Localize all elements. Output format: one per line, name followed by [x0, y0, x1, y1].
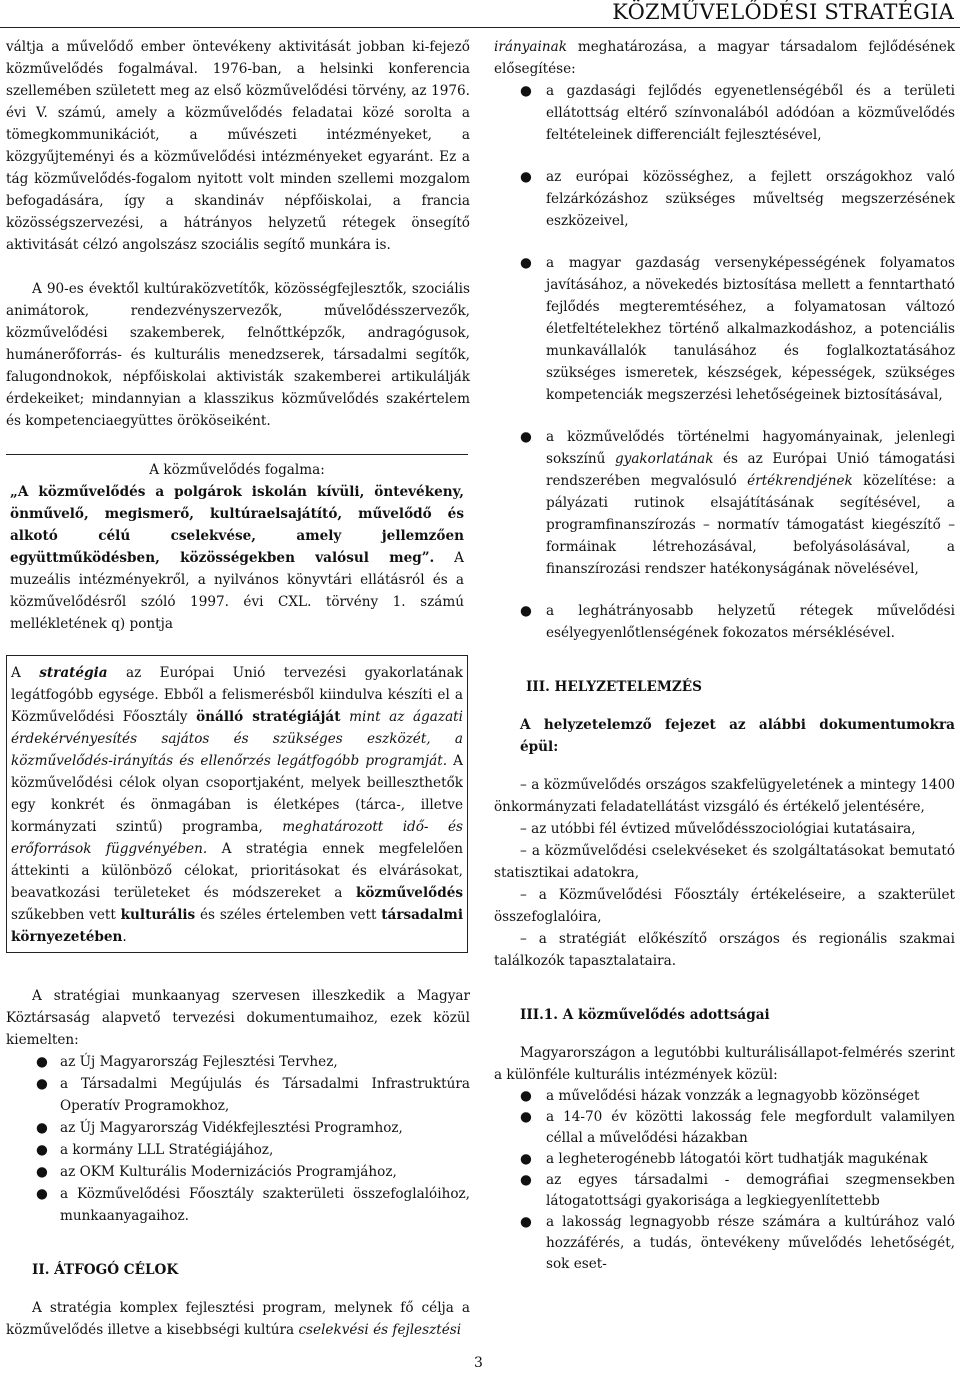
list-item: – az utóbbi fél évtized művelődésszociológiai kutatásaira, — [520, 821, 916, 837]
list-item — [494, 426, 955, 580]
bullet-icon: ● — [520, 255, 532, 271]
bullet-icon: ● — [520, 1109, 532, 1125]
text: stratégia — [39, 665, 108, 681]
page-number: 3 — [474, 1355, 483, 1371]
section-heading-3: III. HELYZETELEMZÉS — [526, 679, 702, 695]
text: közelítése: a pályázati rutinok elsajátításának segítésével, a programfinanszírozás – normatív támogatást kiegészítő – formáinak létrehozásával, befolyásolásával, a finanszírozási rendszer hatékonyságának növelésével, — [546, 473, 955, 577]
list-item — [6, 1051, 470, 1073]
list-item: – a közművelődési cselekvéseket és szolgáltatásokat bemutató statisztikai adatokra, — [494, 843, 955, 881]
list-item: – a közművelődés országos szakfelügyeletének a mintegy 1400 önkormányzati feladatellátást vizsgáló és értékelő jelentésére, — [494, 777, 955, 815]
bullet-icon: ● — [36, 1054, 48, 1070]
text: az egyes társadalmi - demográfiai szegmensekben látogatottsági gyakorisága a legkiegyenlítettebb — [546, 1172, 955, 1209]
list-item — [494, 1149, 955, 1170]
text: a legheterogénebb látogatói kört tudhatják magukénak — [546, 1151, 928, 1167]
definition-box — [6, 454, 468, 639]
text: Ez a tág közművelődés-fogalom nyitott volt minden szellemi mozgalom befogadására, így a skandináv népfőiskolai, a francia közösségszervezési, a hátrányos helyzetű rétegek önsegítő aktivitását célzó angolszász szociális segítő munkára is. — [6, 149, 470, 253]
text: közművelődés — [355, 885, 463, 901]
bullet-icon: ● — [36, 1120, 48, 1136]
text: társadalmi környezetében — [11, 907, 463, 945]
text: a leghátrányosabb helyzetű rétegek művelődési esélyegyenlőtlenségének fokozatos mérséklésével. — [546, 603, 955, 641]
text: . — [122, 929, 127, 945]
section-heading-3-1: III.1. A közművelődés adottságai — [520, 1007, 770, 1023]
text: szűkebben vett — [11, 907, 121, 923]
list-item — [6, 1161, 470, 1183]
page-header: KÖZMŰVELŐDÉSI STRATÉGIA — [612, 0, 954, 24]
bullet-icon: ● — [36, 1142, 48, 1158]
strategy-box — [6, 655, 468, 953]
right-column — [494, 36, 955, 1275]
left-paragraph-2: A 90-es évektől kultúraközvetítők, közösségfejlesztők, szociális animátorok, rendezvényszervezők, művelődésszervezők, közművelődési szakemberek, felnőttképzők, andragógusok, humánerőforrás- és kulturális menedzserek, társadalmi segítők, falugondnokok, népfőiskolai aktivisták szakemberei artikulálják érdekeiket; mindannyian a klasszikus közművelődés szakértelem és kompetenciaegyüttes örököseiként. — [6, 281, 470, 429]
left-paragraph-3: A stratégiai munkaanyag szervesen illeszkedik a Magyar Köztársaság alapvető tervezési dokumentumaihoz, ezek közül kiemelten: — [6, 988, 470, 1048]
text: a Társadalmi Megújulás és Társadalmi Infrastruktúra Operatív Programokhoz, — [60, 1076, 470, 1114]
text: és széles értelemben vett — [195, 907, 382, 923]
text: A közművelődési célok olyan csoportjaként, melyek beilleszthetők egy konkrét és önmagában is életképes (tárca-, illetve kormányzati szintű) programba, — [11, 753, 463, 835]
text: mint az ágazati érdekérvényesítés sajátos és szükséges eszközét, a közművelődés-irányítás és ellenőrzés legátfogóbb programját. — [11, 709, 463, 769]
list-item — [494, 80, 955, 146]
text: a 14-70 év közötti lakosság fele megfordult valamilyen céllal a művelődési házakban — [546, 1109, 955, 1146]
left-paragraph-1 — [6, 36, 470, 256]
text: önálló stratégiáját — [196, 709, 341, 725]
text: kulturális — [120, 907, 196, 923]
text: az Új Magyarország Vidékfejlesztési Programhoz, — [60, 1120, 403, 1136]
left-column — [6, 36, 470, 1341]
text: cselekvési és fejlesztési — [298, 1322, 462, 1338]
text: az Európai Unió tervezési gyakorlatának legátfogóbb egysége. Ebből a felismerésből kiindulva készíti el a Közművelődési Főosztály — [11, 665, 463, 725]
source-list — [494, 774, 955, 972]
text: az európai közösséghez, a fejlett országokhoz való felzárkózáshoz szükséges műveltség megszerzésének eszközeivel, — [546, 169, 955, 229]
text: értékrendjének — [747, 473, 853, 489]
text: a magyar gazdaság versenyképességének folyamatos javításához, a növekedés biztosítása mellett a fenntartható fejlődés megteremtéséhez, a folyamatosan változó életfeltételekhez történő alkalmazkodáshoz, a potenciális munkavállalók tanulásához és foglalkoztatásához szükséges ismeretek, készségek, képességek, szükséges kompetenciák megszerzési lehetőségeinek biztosításával, — [546, 255, 955, 403]
definition-text — [10, 481, 464, 635]
list-item — [494, 1107, 955, 1149]
list-item — [494, 1086, 955, 1107]
list-item — [6, 1139, 470, 1161]
left-paragraph-4 — [6, 1297, 470, 1341]
definition-bold: „A közművelődés a polgárok iskolán kívüli, öntevékeny, önművelő, megismerő, kultúraelsajátító, művelődő és alkotó célú cselekvése, amely jellemzően együttműködésben, közösségekben valósul meg”. — [10, 484, 464, 566]
bullet-icon: ● — [520, 169, 532, 185]
list-item — [6, 1117, 470, 1139]
plan-list — [6, 1051, 470, 1227]
text: meghatározott idő- és erőforrások függvényében. — [11, 819, 463, 857]
text: A — [11, 665, 40, 681]
bullet-icon: ● — [36, 1164, 48, 1180]
bullet-icon: ● — [520, 429, 532, 445]
text: a Közművelődési Főosztály szakterületi összefoglalóihoz, munkaanyagaihoz. — [60, 1186, 470, 1224]
text: a közművelődés történelmi hagyományainak, jelenlegi sokszínű — [546, 429, 955, 467]
text: a kormány LLL Stratégiájához, — [60, 1142, 274, 1158]
text: meghatározása, a magyar társadalom fejlődésének elősegítése: — [494, 39, 955, 77]
definition-title: A közművelődés fogalma: — [149, 462, 325, 478]
bullet-icon: ● — [520, 83, 532, 99]
definition-source: A muzeális intézményekről, a nyilvános könyvtári ellátásról és a közművelődésről szóló 1997. évi CXL. törvény 1. számú mellékletének q) pontja — [10, 550, 465, 632]
text: irányainak — [494, 39, 567, 55]
right-paragraph-1 — [494, 36, 955, 80]
bullet-icon: ● — [520, 1214, 532, 1230]
section-subheading: A helyzetelemző fejezet az alábbi dokumentumokra épül: — [520, 717, 955, 755]
text: a gazdasági fejlődés egyenetlenségéből és a területi ellátottság eltérő színvonalából adódóan a közművelődés feltételeinek differenciált fejlesztésével, — [546, 83, 955, 143]
section-heading-2: II. ÁTFOGÓ CÉLOK — [32, 1262, 179, 1278]
text: A stratégia ennek megfelelően áttekinti a különböző célokat, prioritásokat és elvárásokat, beavatkozási területeket és módszereket a — [11, 841, 463, 901]
text: és az Európai Unió támogatási rendszerében megvalósuló — [546, 451, 955, 489]
bullet-icon: ● — [520, 1172, 532, 1188]
bullet-icon: ● — [520, 603, 532, 619]
list-item — [494, 1212, 955, 1275]
bullet-icon: ● — [520, 1088, 532, 1104]
list-item — [494, 252, 955, 406]
text: a lakosság legnagyobb része számára a kultúrához való hozzáférés, a tudás, öntevékeny művelődés lehetőségét, sok eset- — [546, 1214, 955, 1272]
list-item: – a Közművelődési Főosztály értékeléseire, a szakterület összefoglalóira, — [494, 887, 955, 925]
list-item: – a stratégiát előkészítő országos és regionális szakmai találkozók tapasztalataira. — [494, 931, 955, 969]
strategy-text — [11, 662, 463, 948]
text: váltja a művelődő ember öntevékeny aktivitását jobban ki-fejező közművelődés fogalmával. 1976-ban, a helsinki konferencia szellemében született meg az első közművelődési törvény, az 1976. évi V. számú, amely a közművelődés feladatai közé sorolta a tömegkommunikációt, a művészeti intézményeket, a közgyűjteményi és a közművelődési intézményeket egyaránt. — [6, 39, 470, 165]
list-item — [494, 166, 955, 232]
header-rule — [0, 27, 960, 28]
text: A stratégia komplex fejlesztési program, melynek fő célja a közművelődés illetve a kisebbségi kultúra — [6, 1300, 470, 1338]
text: gyakorlatának — [614, 451, 714, 467]
list-item — [494, 600, 955, 644]
bullet-icon: ● — [36, 1076, 48, 1092]
bullet-icon: ● — [520, 1151, 532, 1167]
list-item — [6, 1183, 470, 1227]
list-item — [6, 1073, 470, 1117]
text: az OKM Kulturális Modernizációs Programjához, — [60, 1164, 397, 1180]
bullet-icon: ● — [36, 1186, 48, 1202]
institutions-list — [494, 1086, 955, 1275]
right-paragraph-2: Magyarországon a legutóbbi kulturálisállapot-felmérés szerint a különféle kulturális intézmények közül: — [494, 1045, 955, 1083]
text: az Új Magyarország Fejlesztési Tervhez, — [60, 1054, 338, 1070]
goals-list — [494, 80, 955, 644]
list-item — [494, 1170, 955, 1212]
text: a művelődési házak vonzzák a legnagyobb közönséget — [546, 1088, 920, 1104]
